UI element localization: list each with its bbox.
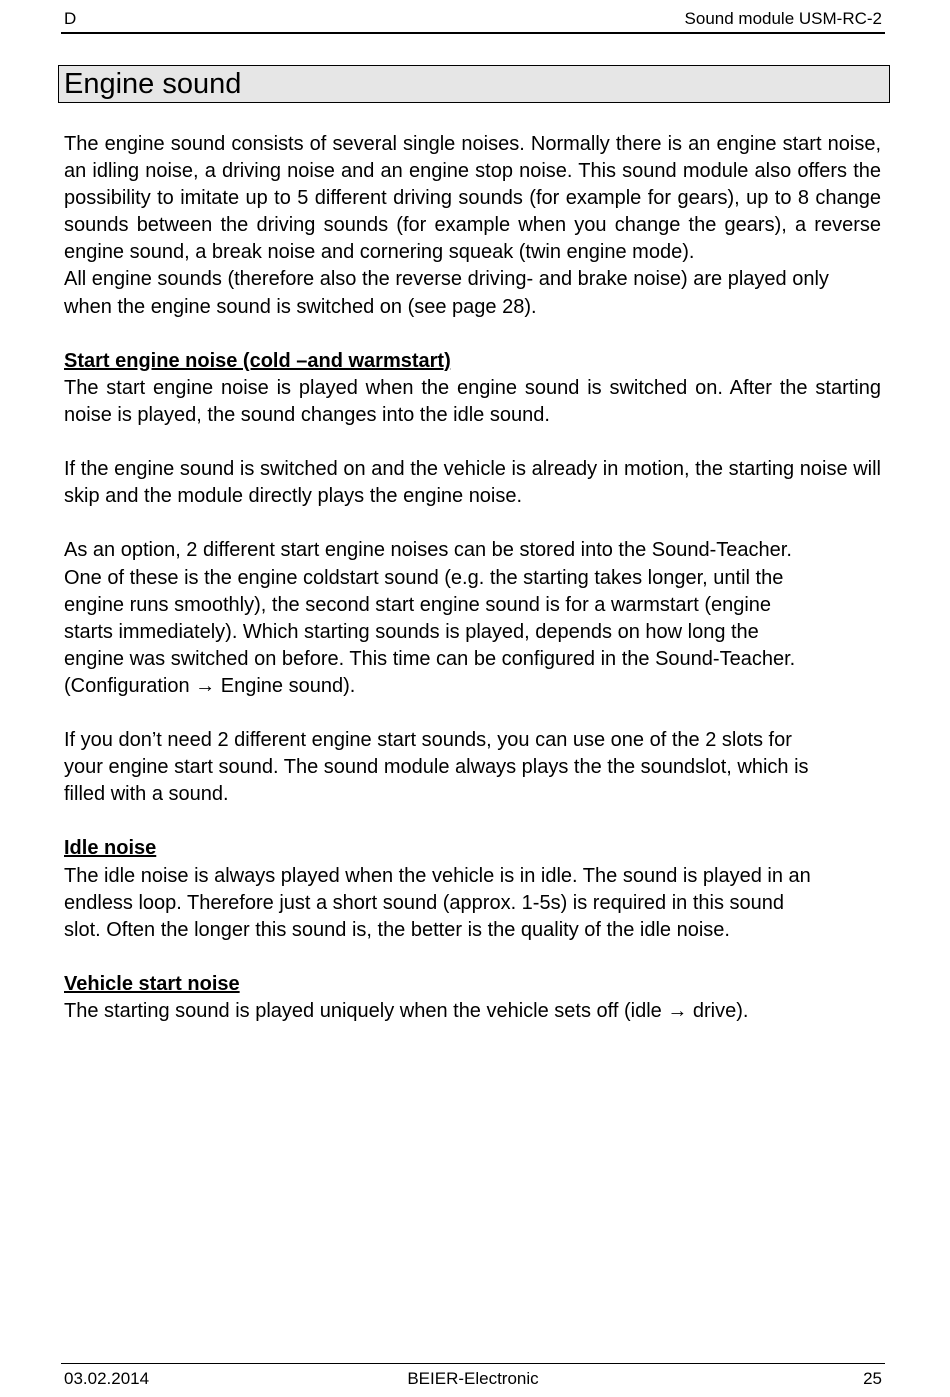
page-header [61,6,885,34]
footer-company: BEIER-Electronic [407,1369,539,1388]
idle-noise-paragraph [64,863,881,944]
text-line: As an option, 2 different start engine noises can be stored into the Sound-Teacher. [64,539,792,562]
footer-date: 03.02.2014 [64,1369,150,1388]
intro-note-paragraph: All engine sounds (therefore also the reverse driving- and brake noise) are played only when the engine sound is switched on (see page 28). [64,268,829,318]
start-engine-paragraph-4 [64,727,881,808]
page-footer [61,1363,885,1394]
vehicle-start-paragraph: The starting sound is played uniquely when the vehicle sets off (idle → drive). [64,1000,749,1022]
vehicle-start-heading: Vehicle start noise [64,972,240,995]
text-line: filled with a sound. [64,783,229,806]
text-line: endless loop. Therefore just a short sound (approx. 1-5s) is required in this sound [64,891,785,914]
start-engine-paragraph-2: If the engine sound is switched on and the vehicle is already in motion, the starting noise will skip and the module directly plays the engine noise. [64,458,881,508]
text-line: engine runs smoothly), the second start engine sound is for a warmstart (engine [64,593,772,616]
start-engine-paragraph-1: The start engine noise is played when the engine sound is switched on. After the starting noise is played, the sound changes into the idle sound. [64,376,881,426]
text-line: (Configuration → Engine sound). [64,674,356,697]
page-number: 25 [863,1369,882,1388]
text-line: The idle noise is always played when the vehicle is in idle. The sound is played in an [64,864,811,887]
page-content [64,131,881,1025]
start-engine-paragraph-3 [64,537,881,700]
header-language: D [64,9,77,28]
text-line: your engine start sound. The sound module always plays the the soundslot, which is [64,756,809,779]
start-engine-heading: Start engine noise (cold –and warmstart) [64,349,451,372]
section-title: Engine sound [58,65,890,103]
text-line: starts immediately). Which starting sounds is played, depends on how long the [64,620,759,643]
text-line: slot. Often the longer this sound is, the better is the quality of the idle noise. [64,918,730,941]
text-line: One of these is the engine coldstart sound (e.g. the starting takes longer, until the [64,566,784,589]
idle-noise-heading: Idle noise [64,837,157,860]
text-line: If you don’t need 2 different engine start sounds, you can use one of the 2 slots for [64,729,792,752]
header-document-title: Sound module USM-RC-2 [684,9,882,28]
intro-paragraph: The engine sound consists of several single noises. Normally there is an engine start noise, an idling noise, a driving noise and an engine stop noise. This sound module also offers the possibility to imitate up to 5 different driving sounds (for example for gears), up to 8 change sounds between the driving sounds (for example when you change the gears), a reverse engine sound, a break noise and cornering squeak (twin engine mode). [64,133,881,264]
text-line: engine was switched on before. This time can be configured in the Sound-Teacher. [64,647,796,670]
